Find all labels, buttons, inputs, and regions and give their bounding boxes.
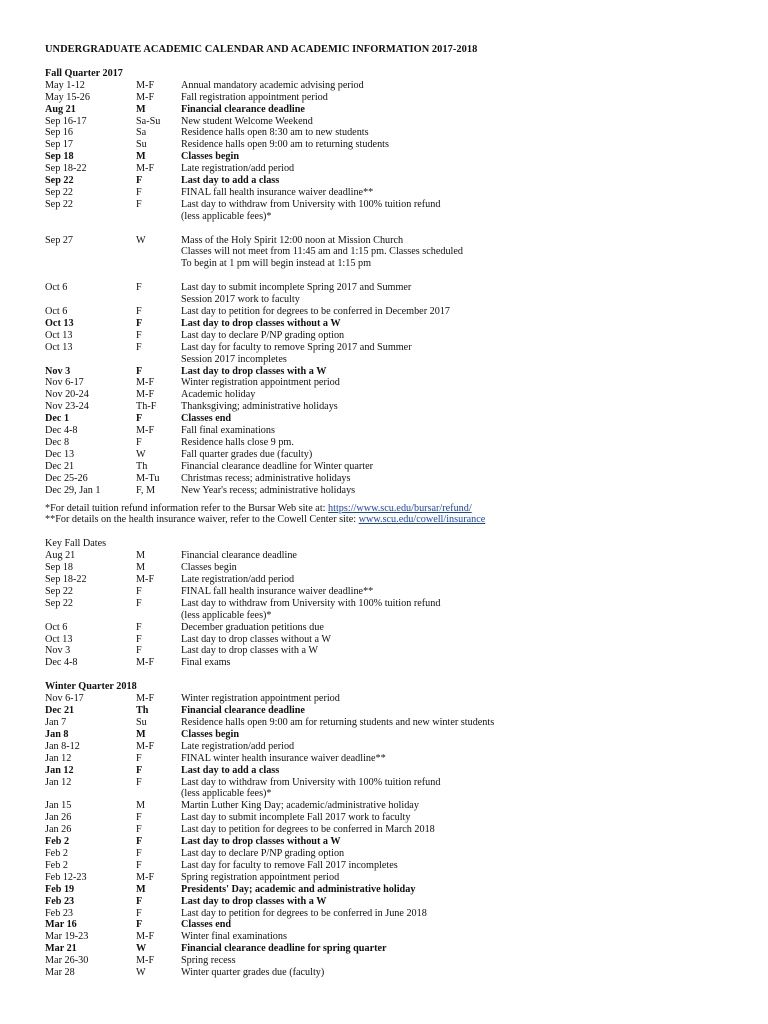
health-insurance-note bbox=[45, 514, 745, 526]
row-weekday: F bbox=[136, 282, 142, 294]
row-description: Fall quarter grades due (faculty) bbox=[181, 448, 313, 460]
row-description: Fall final examinations bbox=[181, 425, 275, 437]
calendar-row bbox=[45, 473, 745, 485]
row-weekday: M-F bbox=[136, 389, 155, 401]
row-description: Classes end bbox=[181, 919, 232, 931]
row-description: Last day to drop classes without a W bbox=[181, 633, 332, 645]
row-description: FINAL fall health insurance waiver deadline** bbox=[181, 585, 374, 597]
row-description: Last day to drop classes with a W bbox=[181, 645, 319, 657]
row-description: Christmas recess; administrative holidays bbox=[181, 472, 351, 484]
row-weekday: M bbox=[136, 562, 146, 574]
calendar-row bbox=[45, 598, 745, 622]
calendar-row bbox=[45, 139, 745, 151]
row-date bbox=[45, 270, 136, 282]
calendar-row bbox=[45, 955, 745, 967]
row-weekday: M bbox=[136, 103, 146, 115]
row-description: Last day to petition for degrees to be conferred in June 2018 bbox=[181, 907, 427, 919]
row-description: Late registration/add period bbox=[181, 740, 295, 752]
row-description: Classes end bbox=[181, 413, 232, 425]
row-date: Feb 2 bbox=[45, 847, 68, 859]
row-weekday: M-F bbox=[136, 871, 155, 883]
calendar-row bbox=[45, 574, 745, 586]
row-description: Last day to add a class bbox=[181, 764, 280, 776]
row-date: Nov 23-24 bbox=[45, 401, 89, 413]
calendar-row bbox=[45, 437, 745, 449]
row-description: Last day to declare P/NP grading option bbox=[181, 329, 345, 341]
calendar-row bbox=[45, 116, 745, 128]
row-weekday: W bbox=[136, 234, 146, 246]
row-description bbox=[181, 223, 745, 235]
row-date: Dec 8 bbox=[45, 436, 70, 448]
row-description: Winter final examinations bbox=[181, 931, 287, 943]
row-date: Dec 13 bbox=[45, 448, 75, 460]
row-description: Residence halls open 9:00 am for returning students and new winter students bbox=[181, 717, 495, 728]
health-insurance-note-text: **For details on the health insurance waiver, refer to the Cowell Center site: bbox=[45, 514, 359, 526]
calendar-row bbox=[45, 622, 745, 634]
row-weekday: F bbox=[136, 585, 142, 597]
calendar-row bbox=[45, 318, 745, 330]
row-weekday bbox=[136, 270, 181, 282]
row-weekday: F bbox=[136, 836, 143, 848]
row-date: Sep 16 bbox=[45, 127, 74, 139]
row-description: Financial clearance deadline for spring quarter bbox=[181, 943, 387, 955]
row-weekday: M bbox=[136, 800, 146, 812]
row-date: Feb 12-23 bbox=[45, 871, 87, 883]
row-date: Jan 8-12 bbox=[45, 740, 80, 752]
row-weekday: F bbox=[136, 919, 143, 931]
row-date: Jan 26 bbox=[45, 812, 72, 824]
row-date: Dec 4-8 bbox=[45, 657, 78, 669]
row-date: Dec 4-8 bbox=[45, 425, 78, 437]
row-date: Jan 12 bbox=[45, 752, 72, 764]
row-weekday: F bbox=[136, 186, 142, 198]
row-description: Thanksgiving; administrative holidays bbox=[181, 401, 338, 413]
calendar-row bbox=[45, 562, 745, 574]
calendar-row bbox=[45, 306, 745, 318]
calendar-row bbox=[45, 705, 745, 717]
row-description: Last day to withdraw from University with 100% tuition refund (less applicable fees)* bbox=[181, 776, 441, 800]
row-date: Nov 20-24 bbox=[45, 389, 89, 401]
calendar-row bbox=[45, 401, 745, 413]
row-description: Last day to drop classes with a W bbox=[181, 895, 327, 907]
row-date: Dec 1 bbox=[45, 413, 70, 425]
row-date: Sep 22 bbox=[45, 597, 74, 609]
row-weekday: F bbox=[136, 175, 143, 187]
row-date: Mar 16 bbox=[45, 919, 77, 931]
row-date: Sep 18 bbox=[45, 151, 74, 163]
bursar-refund-link[interactable]: https://www.scu.edu/bursar/refund/ bbox=[328, 502, 472, 514]
winter-quarter-list bbox=[45, 693, 745, 979]
row-weekday: Su bbox=[136, 139, 147, 151]
row-date: Aug 21 bbox=[45, 550, 76, 562]
row-weekday: F bbox=[136, 597, 142, 609]
row-date: Nov 6-17 bbox=[45, 693, 84, 705]
row-date: Oct 6 bbox=[45, 282, 68, 294]
row-description: Mass of the Holy Spirit 12:00 noon at Mission Church Classes will not meet from 11:45 am and 1:15 pm. Classes scheduled To begin at 1 pm will begin instead at 1:15 pm bbox=[181, 234, 464, 270]
row-description: Financial clearance deadline bbox=[181, 103, 305, 115]
row-weekday: F bbox=[136, 365, 143, 377]
row-weekday: M-F bbox=[136, 91, 155, 103]
row-weekday: F bbox=[136, 436, 142, 448]
row-weekday: F bbox=[136, 317, 143, 329]
row-description: Academic holiday bbox=[181, 389, 256, 401]
key-fall-dates-list bbox=[45, 550, 745, 669]
row-date: Feb 23 bbox=[45, 907, 74, 919]
row-description: Last day to withdraw from University with 100% tuition refund (less applicable fees)* bbox=[181, 198, 441, 222]
row-date: Mar 19-23 bbox=[45, 931, 89, 943]
calendar-row bbox=[45, 485, 745, 497]
row-weekday: W bbox=[136, 943, 147, 955]
cowell-insurance-link[interactable]: www.scu.edu/cowell/insurance bbox=[358, 514, 486, 526]
row-date: Sep 17 bbox=[45, 139, 74, 151]
row-date: Dec 25-26 bbox=[45, 472, 88, 484]
row-weekday: M-F bbox=[136, 574, 155, 586]
row-description: Residence halls open 8:30 am to new students bbox=[181, 127, 369, 139]
calendar-row bbox=[45, 342, 745, 366]
calendar-row bbox=[45, 425, 745, 437]
row-description: Spring registration appointment period bbox=[181, 871, 340, 883]
calendar-row bbox=[45, 931, 745, 943]
row-description: Classes begin bbox=[181, 562, 237, 574]
row-weekday: M-F bbox=[136, 740, 155, 752]
row-description: Late registration/add period bbox=[181, 163, 295, 175]
row-date: Feb 23 bbox=[45, 895, 75, 907]
row-weekday: M-F bbox=[136, 693, 155, 705]
calendar-row bbox=[45, 884, 745, 896]
winter-quarter-heading: Winter Quarter 2018 bbox=[45, 681, 137, 693]
calendar-row bbox=[45, 657, 745, 669]
row-description: Residence halls close 9 pm. bbox=[181, 436, 294, 448]
row-weekday: M-F bbox=[136, 163, 155, 175]
calendar-row bbox=[45, 753, 745, 765]
row-description: Late registration/add period bbox=[181, 574, 295, 586]
row-weekday: F bbox=[136, 633, 142, 645]
tuition-refund-note bbox=[45, 503, 745, 515]
row-weekday: Th bbox=[136, 460, 148, 472]
calendar-row bbox=[45, 967, 745, 979]
row-weekday: Sa bbox=[136, 127, 147, 139]
row-description: Financial clearance deadline bbox=[181, 550, 297, 562]
row-description: Residence halls open 9:00 am to returning students bbox=[181, 139, 389, 151]
row-weekday: M-F bbox=[136, 955, 155, 967]
row-weekday: M bbox=[136, 883, 146, 895]
row-date: May 1-12 bbox=[45, 79, 85, 91]
calendar-row bbox=[45, 645, 745, 657]
row-date: Nov 3 bbox=[45, 365, 71, 377]
row-description: FINAL winter health insurance waiver deadline** bbox=[181, 752, 386, 764]
row-weekday: F bbox=[136, 812, 142, 824]
row-description bbox=[181, 270, 745, 282]
row-date: May 15-26 bbox=[45, 91, 90, 103]
calendar-row bbox=[45, 586, 745, 598]
row-description: Last day to drop classes without a W bbox=[181, 317, 341, 329]
row-description: Last day to add a class bbox=[181, 175, 280, 187]
row-weekday: F bbox=[136, 413, 143, 425]
row-weekday: M bbox=[136, 728, 146, 740]
row-weekday: F bbox=[136, 752, 142, 764]
calendar-row bbox=[45, 919, 745, 931]
row-weekday: F bbox=[136, 776, 142, 788]
row-date: Dec 29, Jan 1 bbox=[45, 484, 101, 496]
calendar-row bbox=[45, 765, 745, 777]
row-date: Mar 28 bbox=[45, 967, 75, 979]
calendar-row bbox=[45, 151, 745, 163]
row-date: Jan 8 bbox=[45, 728, 69, 740]
row-description: Winter quarter grades due (faculty) bbox=[181, 967, 325, 979]
calendar-row bbox=[45, 223, 745, 235]
calendar-row bbox=[45, 824, 745, 836]
row-weekday: F bbox=[136, 306, 142, 317]
row-date: Oct 13 bbox=[45, 329, 73, 341]
row-date: Nov 6-17 bbox=[45, 377, 84, 389]
row-description: Last day to drop classes with a W bbox=[181, 365, 327, 377]
row-weekday: M-F bbox=[136, 377, 155, 389]
calendar-row bbox=[45, 896, 745, 908]
calendar-row bbox=[45, 800, 745, 812]
row-date: Sep 22 bbox=[45, 186, 74, 198]
row-date: Dec 21 bbox=[45, 705, 75, 717]
calendar-row bbox=[45, 848, 745, 860]
row-date: Jan 15 bbox=[45, 800, 72, 812]
row-weekday: F bbox=[136, 621, 142, 633]
row-description: Fall registration appointment period bbox=[181, 91, 328, 103]
row-weekday: F bbox=[136, 329, 142, 341]
row-date: Jan 7 bbox=[45, 717, 67, 728]
calendar-row bbox=[45, 777, 745, 801]
row-date: Sep 18 bbox=[45, 562, 74, 574]
row-weekday: F bbox=[136, 847, 142, 859]
row-weekday: M bbox=[136, 550, 146, 562]
calendar-row bbox=[45, 634, 745, 646]
row-description: December graduation petitions due bbox=[181, 621, 324, 633]
row-weekday: M-F bbox=[136, 425, 155, 437]
row-weekday: W bbox=[136, 448, 146, 460]
calendar-row bbox=[45, 717, 745, 729]
calendar-row bbox=[45, 729, 745, 741]
row-date: Feb 2 bbox=[45, 859, 68, 871]
row-description: Last day for faculty to remove Fall 2017 incompletes bbox=[181, 859, 398, 871]
row-description: Last day to withdraw from University with 100% tuition refund (less applicable fees)* bbox=[181, 597, 441, 621]
calendar-row bbox=[45, 282, 745, 306]
calendar-row bbox=[45, 413, 745, 425]
row-date: Oct 13 bbox=[45, 317, 74, 329]
calendar-row bbox=[45, 187, 745, 199]
row-description: Spring recess bbox=[181, 955, 236, 967]
calendar-row bbox=[45, 389, 745, 401]
row-description: Financial clearance deadline bbox=[181, 705, 305, 717]
row-description: Presidents' Day; academic and administrative holiday bbox=[181, 883, 416, 895]
row-description: Last day for faculty to remove Spring 2017 and Summer Session 2017 incompletes bbox=[181, 341, 412, 365]
row-description: Classes begin bbox=[181, 151, 240, 163]
row-date: Sep 16-17 bbox=[45, 115, 87, 127]
row-weekday: F bbox=[136, 907, 142, 919]
row-description: New Year's recess; administrative holidays bbox=[181, 484, 356, 496]
row-weekday bbox=[136, 223, 181, 235]
footnotes bbox=[45, 503, 745, 527]
row-description: Winter registration appointment period bbox=[181, 377, 340, 389]
row-weekday: M-Tu bbox=[136, 472, 160, 484]
row-date: Jan 26 bbox=[45, 824, 72, 836]
calendar-row bbox=[45, 175, 745, 187]
calendar-row bbox=[45, 693, 745, 705]
row-description: Final exams bbox=[181, 657, 231, 669]
row-weekday: M-F bbox=[136, 931, 155, 943]
row-date: Sep 18-22 bbox=[45, 574, 87, 586]
row-date: Sep 22 bbox=[45, 585, 74, 597]
row-date: Oct 13 bbox=[45, 633, 73, 645]
row-description: Last day to submit incomplete Spring 2017 and Summer Session 2017 work to faculty bbox=[181, 282, 412, 306]
row-weekday: W bbox=[136, 967, 146, 979]
calendar-row bbox=[45, 80, 745, 92]
row-description: Last day to petition for degrees to be conferred in December 2017 bbox=[181, 306, 451, 317]
row-weekday: F bbox=[136, 198, 142, 210]
row-date: Nov 3 bbox=[45, 645, 71, 657]
calendar-row bbox=[45, 741, 745, 753]
calendar-row bbox=[45, 860, 745, 872]
calendar-row bbox=[45, 812, 745, 824]
key-fall-dates-heading: Key Fall Dates bbox=[45, 538, 107, 550]
calendar-row bbox=[45, 104, 745, 116]
fall-quarter-heading: Fall Quarter 2017 bbox=[45, 67, 123, 79]
calendar-row bbox=[45, 461, 745, 473]
row-description: Classes begin bbox=[181, 728, 240, 740]
row-weekday: F bbox=[136, 645, 142, 657]
calendar-document bbox=[45, 44, 745, 979]
row-date: Sep 27 bbox=[45, 234, 74, 246]
row-date: Feb 2 bbox=[45, 836, 70, 848]
row-date: Jan 12 bbox=[45, 764, 74, 776]
row-description: Last day to submit incomplete Fall 2017 work to faculty bbox=[181, 812, 411, 824]
row-description: Last day to petition for degrees to be conferred in March 2018 bbox=[181, 824, 435, 836]
row-date: Mar 21 bbox=[45, 943, 77, 955]
row-description: Last day to declare P/NP grading option bbox=[181, 847, 345, 859]
row-date: Oct 6 bbox=[45, 306, 68, 317]
calendar-row bbox=[45, 943, 745, 955]
calendar-row bbox=[45, 872, 745, 884]
row-weekday: F, M bbox=[136, 484, 156, 496]
row-weekday: Su bbox=[136, 717, 147, 728]
calendar-row bbox=[45, 127, 745, 139]
row-date: Sep 22 bbox=[45, 175, 74, 187]
row-weekday: F bbox=[136, 824, 142, 836]
row-weekday: F bbox=[136, 341, 142, 353]
fall-quarter-list bbox=[45, 80, 745, 497]
calendar-row bbox=[45, 908, 745, 920]
calendar-row bbox=[45, 199, 745, 223]
row-weekday: M bbox=[136, 151, 146, 163]
row-date: Jan 12 bbox=[45, 776, 72, 788]
row-weekday: Th bbox=[136, 705, 149, 717]
document-title: UNDERGRADUATE ACADEMIC CALENDAR AND ACADEMIC INFORMATION 2017-2018 bbox=[45, 44, 478, 55]
row-date: Sep 22 bbox=[45, 198, 74, 210]
calendar-row bbox=[45, 550, 745, 562]
calendar-row bbox=[45, 330, 745, 342]
calendar-row bbox=[45, 235, 745, 271]
row-date bbox=[45, 223, 136, 235]
row-description: FINAL fall health insurance waiver deadline** bbox=[181, 186, 374, 198]
row-weekday: F bbox=[136, 859, 142, 871]
row-date: Oct 6 bbox=[45, 621, 68, 633]
row-weekday: F bbox=[136, 764, 143, 776]
calendar-row bbox=[45, 270, 745, 282]
calendar-row bbox=[45, 449, 745, 461]
calendar-row bbox=[45, 366, 745, 378]
row-description: Winter registration appointment period bbox=[181, 693, 340, 705]
calendar-row bbox=[45, 92, 745, 104]
tuition-refund-note-text: *For detail tuition refund information refer to the Bursar Web site at: bbox=[45, 502, 329, 514]
row-description: Martin Luther King Day; academic/administrative holiday bbox=[181, 800, 419, 812]
row-weekday: M-F bbox=[136, 79, 155, 91]
row-weekday: M-F bbox=[136, 657, 155, 669]
calendar-row bbox=[45, 377, 745, 389]
calendar-row bbox=[45, 836, 745, 848]
row-date: Sep 18-22 bbox=[45, 163, 87, 175]
row-date: Oct 13 bbox=[45, 341, 73, 353]
row-weekday: Th-F bbox=[136, 401, 157, 413]
row-date: Mar 26-30 bbox=[45, 955, 89, 967]
row-description: Last day to drop classes without a W bbox=[181, 836, 341, 848]
calendar-row bbox=[45, 163, 745, 175]
row-date: Feb 19 bbox=[45, 883, 75, 895]
row-description: Annual mandatory academic advising period bbox=[181, 79, 364, 91]
row-weekday: Sa-Su bbox=[136, 115, 161, 127]
row-description: Financial clearance deadline for Winter quarter bbox=[181, 460, 374, 472]
row-date: Aug 21 bbox=[45, 103, 76, 115]
row-date: Dec 21 bbox=[45, 460, 75, 472]
row-weekday: F bbox=[136, 895, 143, 907]
row-description: New student Welcome Weekend bbox=[181, 115, 313, 127]
